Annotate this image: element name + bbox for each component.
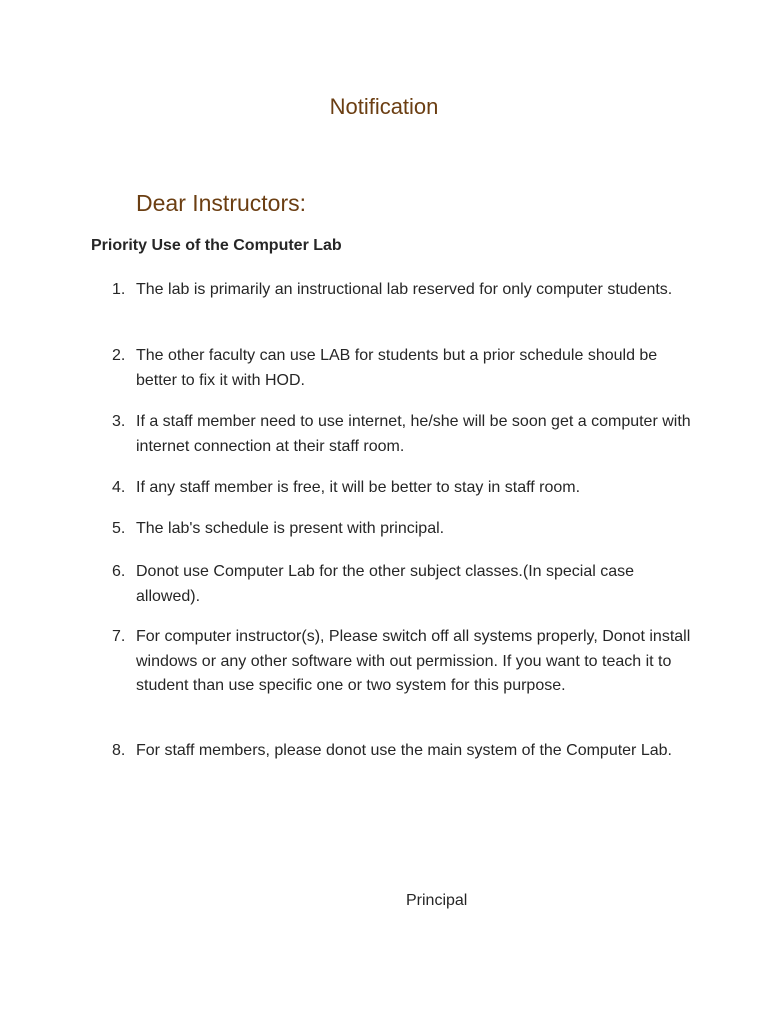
rule-number: 6. [112, 563, 126, 580]
rule-item-4 [112, 476, 692, 501]
rule-number: 1. [112, 281, 126, 298]
rule-item-8 [112, 739, 692, 764]
rule-item-3 [112, 410, 692, 459]
rule-number: 7. [112, 628, 126, 645]
rule-text: The lab's schedule is present with principal. [136, 520, 445, 537]
salutation: Dear Instructors: [136, 190, 306, 216]
rule-item-5 [112, 517, 692, 542]
rule-text: For staff members, please donot use the main system of the Computer Lab. [136, 742, 672, 759]
signature: Principal [406, 892, 468, 909]
rule-number: 2. [112, 347, 126, 364]
rule-item-7 [112, 625, 692, 699]
rule-number: 5. [112, 520, 126, 537]
rule-text: The other faculty can use LAB for students but a prior schedule should be better to fix it with HOD. [136, 347, 658, 389]
rule-text: If any staff member is free, it will be better to stay in staff room. [136, 479, 581, 496]
section-heading: Priority Use of the Computer Lab [91, 237, 342, 254]
rule-number: 4. [112, 479, 126, 496]
rule-text: If a staff member need to use internet, he/she will be soon get a computer with internet connection at their staff room. [136, 413, 691, 455]
rule-number: 8. [112, 742, 126, 759]
rule-item-6 [112, 560, 692, 609]
rule-text: For computer instructor(s), Please switch off all systems properly, Donot install windows or any other software with out permission. If you want to teach it to student than use specific one or two system for this purpose. [136, 628, 691, 694]
rule-item-1 [112, 278, 692, 303]
rule-number: 3. [112, 413, 126, 430]
rule-text: Donot use Computer Lab for the other subject classes.(In special case allowed). [136, 563, 635, 605]
rule-text: The lab is primarily an instructional lab reserved for only computer students. [136, 281, 673, 298]
rule-item-2 [112, 344, 692, 393]
page-title: Notification [329, 94, 439, 119]
